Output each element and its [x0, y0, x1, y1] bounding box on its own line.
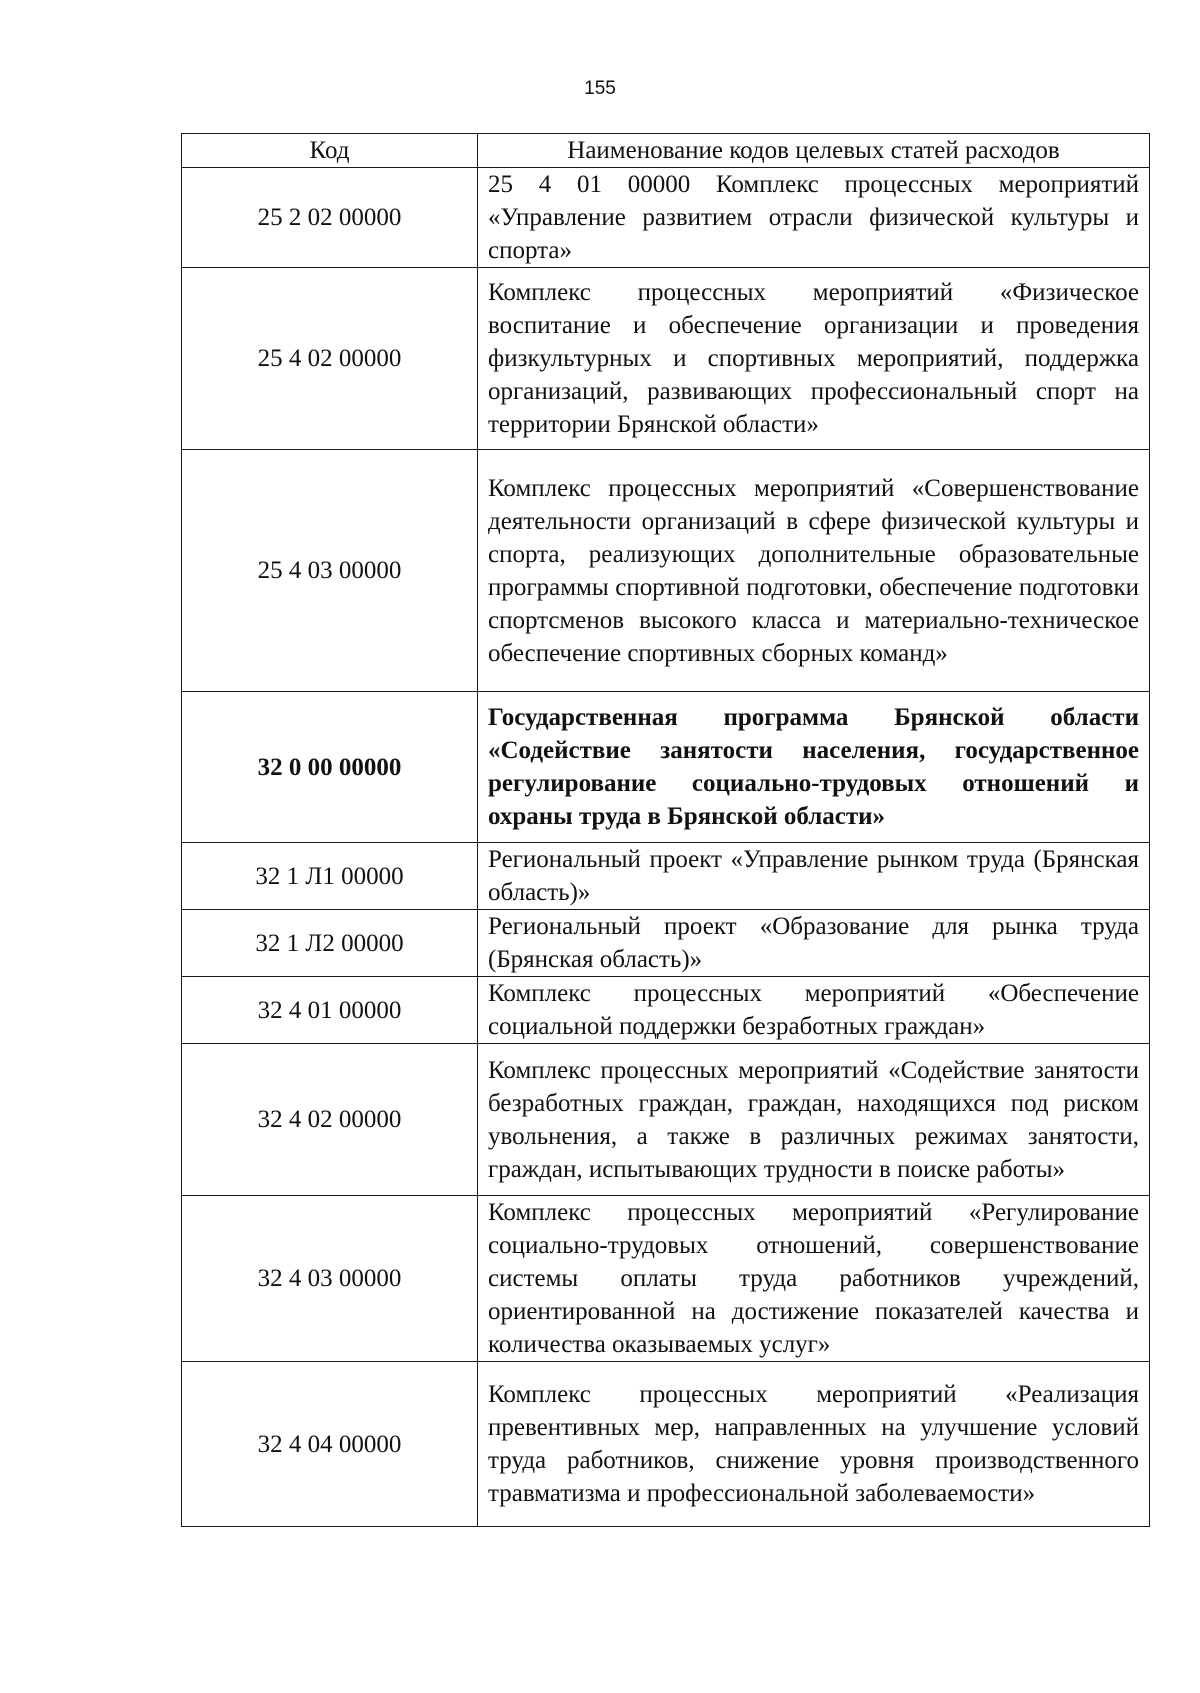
page-number: 155 [584, 78, 616, 99]
row-name: Региональный проект «Образование для рынка труда (Брянская область)» [478, 910, 1150, 977]
table-row [182, 450, 1150, 692]
table-row [182, 910, 1150, 977]
row-code: 32 1 Л1 00000 [182, 843, 478, 910]
row-code: 25 4 02 00000 [182, 268, 478, 450]
table-row [182, 268, 1150, 450]
table-row [182, 168, 1150, 268]
row-name: Комплекс процессных мероприятий «Регулирование социально-трудовых отношений, совершенствование системы оплаты труда работников учреждений, ориентированной на достижение показателей качества и количества оказываемых услуг» [478, 1196, 1150, 1362]
row-code: 32 4 04 00000 [182, 1362, 478, 1527]
target-expense-codes-table [181, 133, 1150, 1527]
row-name: 25 4 01 00000 Комплекс процессных мероприятий «Управление развитием отрасли физической культуры и спорта» [478, 168, 1150, 268]
row-code: 32 0 00 00000 [182, 692, 478, 843]
code-column-header: Код [182, 134, 478, 168]
row-name: Комплекс процессных мероприятий «Обеспечение социальной поддержки безработных граждан» [478, 977, 1150, 1044]
table-row [182, 843, 1150, 910]
table-row [182, 977, 1150, 1044]
table-row [182, 1196, 1150, 1362]
row-name: Комплекс процессных мероприятий «Содействие занятости безработных граждан, граждан, находящихся под риском увольнения, а также в различных режимах занятости, граждан, испытывающих трудности в поиске работы» [478, 1044, 1150, 1196]
table-header-row [182, 134, 1150, 168]
row-name: Государственная программа Брянской области «Содействие занятости населения, государственное регулирование социально-трудовых отношений и охраны труда в Брянской области» [478, 692, 1150, 843]
row-name: Региональный проект «Управление рынком труда (Брянская область)» [478, 843, 1150, 910]
row-name: Комплекс процессных мероприятий «Совершенствование деятельности организаций в сфере физической культуры и спорта, реализующих дополнительные образовательные программы спортивной подготовки, обеспечение подготовки спортсменов высокого класса и материально-техническое обеспечение спортивных сборных команд» [478, 450, 1150, 692]
row-code: 25 2 02 00000 [182, 168, 478, 268]
row-code: 32 4 01 00000 [182, 977, 478, 1044]
row-name: Комплекс процессных мероприятий «Реализация превентивных мер, направленных на улучшение условий труда работников, снижение уровня производственного травматизма и профессиональной заболеваемости» [478, 1362, 1150, 1527]
row-code: 32 4 03 00000 [182, 1196, 478, 1362]
table-row [182, 1044, 1150, 1196]
name-column-header: Наименование кодов целевых статей расходов [478, 134, 1150, 168]
row-code: 25 4 03 00000 [182, 450, 478, 692]
table-row [182, 692, 1150, 843]
table-row [182, 1362, 1150, 1527]
row-name: Комплекс процессных мероприятий «Физическое воспитание и обеспечение организации и проведения физкультурных и спортивных мероприятий, поддержка организаций, развивающих профессиональный спорт на территории Брянской области» [478, 268, 1150, 450]
row-code: 32 4 02 00000 [182, 1044, 478, 1196]
row-code: 32 1 Л2 00000 [182, 910, 478, 977]
